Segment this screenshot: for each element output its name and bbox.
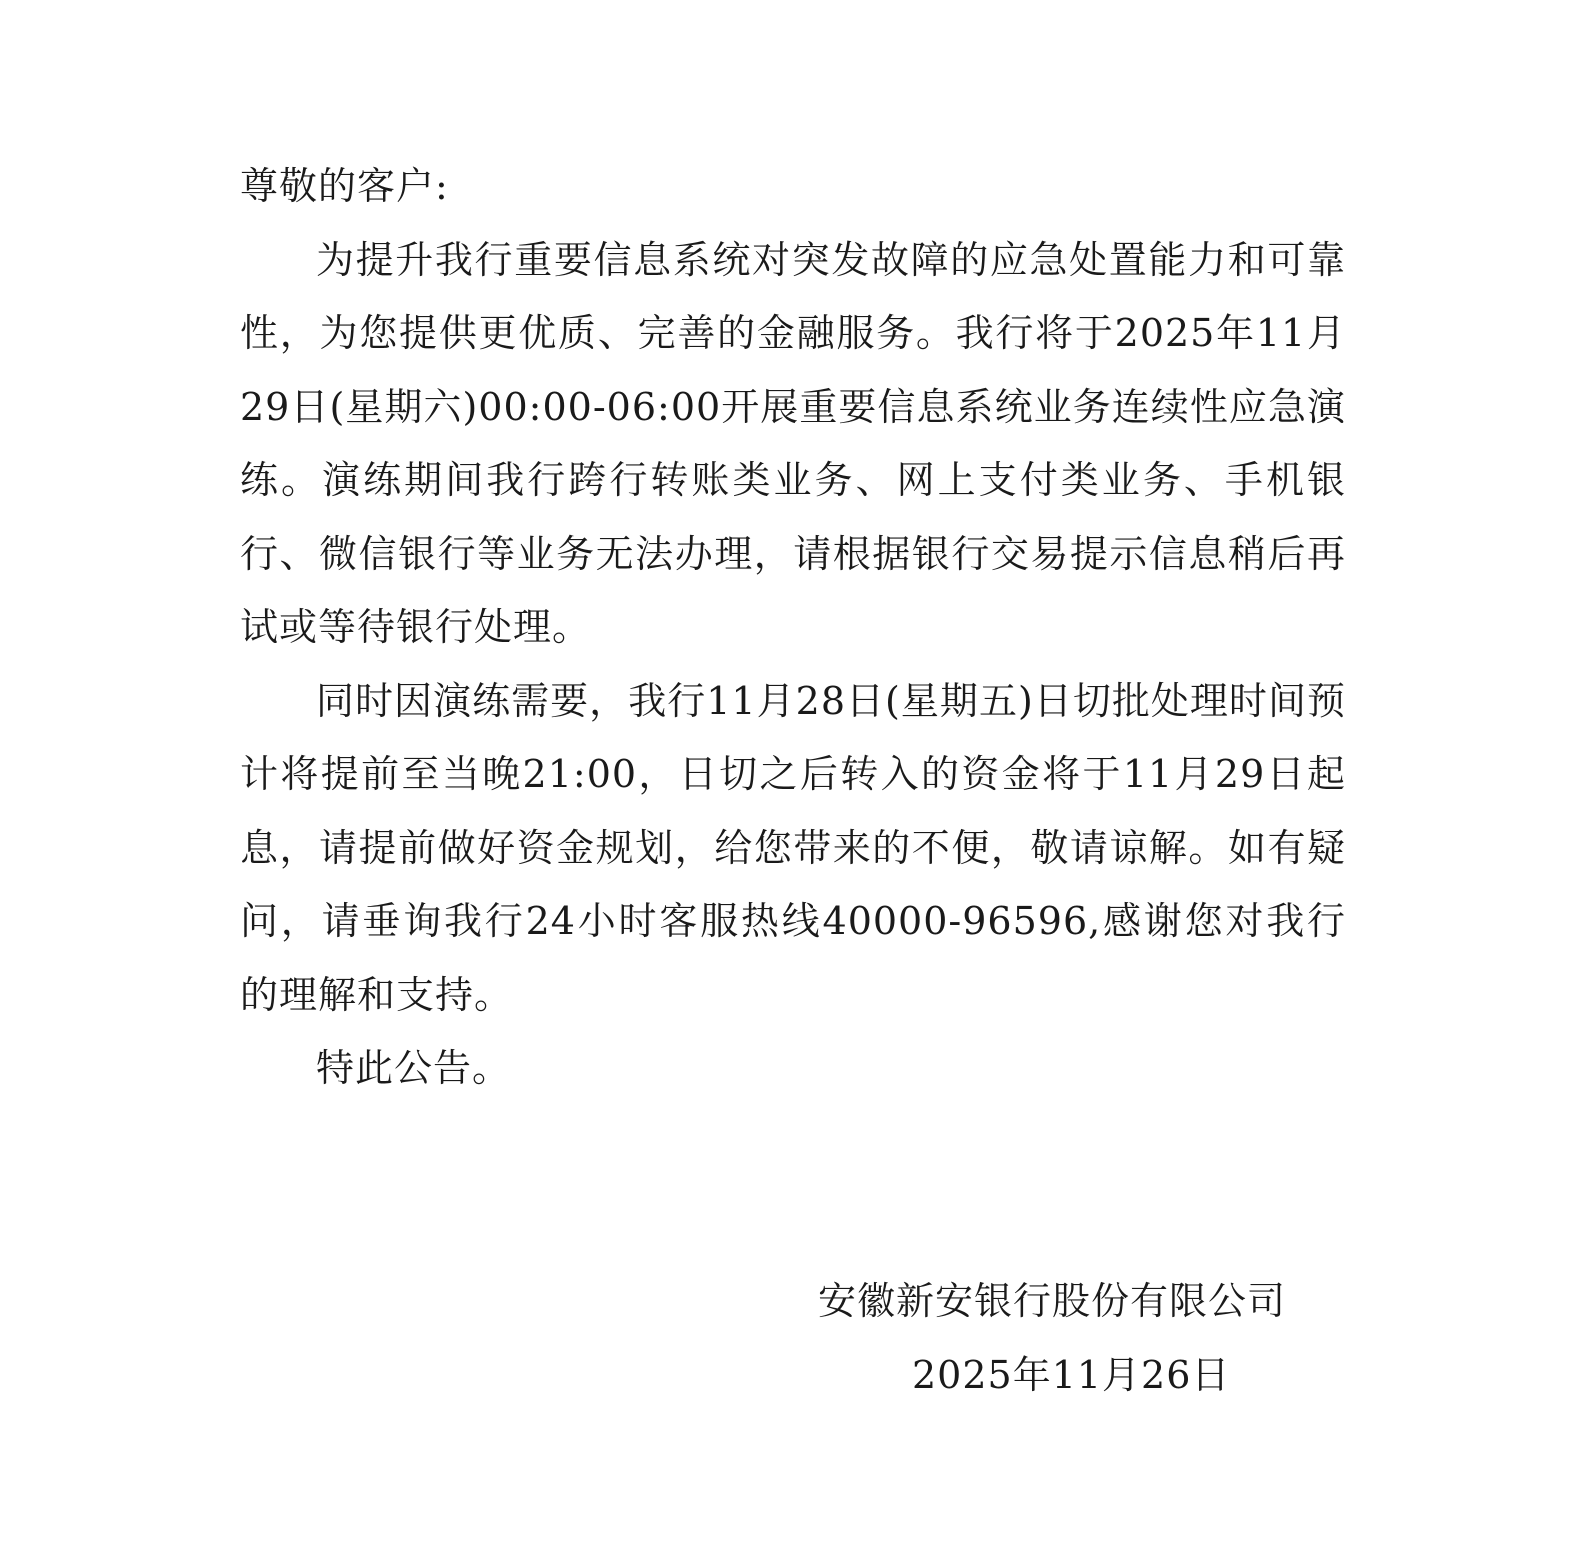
salutation: 尊敬的客户: [240, 164, 449, 208]
paragraph-cutoff-change: 同时因演练需要，我行11月28日(星期五)日切批处理时间预计将提前至当晚21:00，日切之后转入的资金将于11月29日起息，请提前做好资金规划，给您带来的不便，敬请谅解。如有疑问，请垂询我行24小时客服热线40000-96596,感谢您对我行的理解和支持。 [240, 678, 1346, 1017]
paragraph-closing: 特此公告。 [316, 1046, 512, 1090]
notice-body [240, 150, 1346, 1106]
signature-date: 2025年11月26日 [912, 1353, 1231, 1397]
paragraph-drill-announcement: 为提升我行重要信息系统对突发故障的应急处置能力和可靠性，为您提供更优质、完善的金融服务。我行将于2025年11月29日(星期六)00:00-06:00开展重要信息系统业务连续性应急演练。演练期间我行跨行转账类业务、网上支付类业务、手机银行、微信银行等业务无法办理，请根据银行交易提示信息稍后再试或等待银行处理。 [240, 237, 1346, 649]
signature-company: 安徽新安银行股份有限公司 [818, 1279, 1287, 1323]
